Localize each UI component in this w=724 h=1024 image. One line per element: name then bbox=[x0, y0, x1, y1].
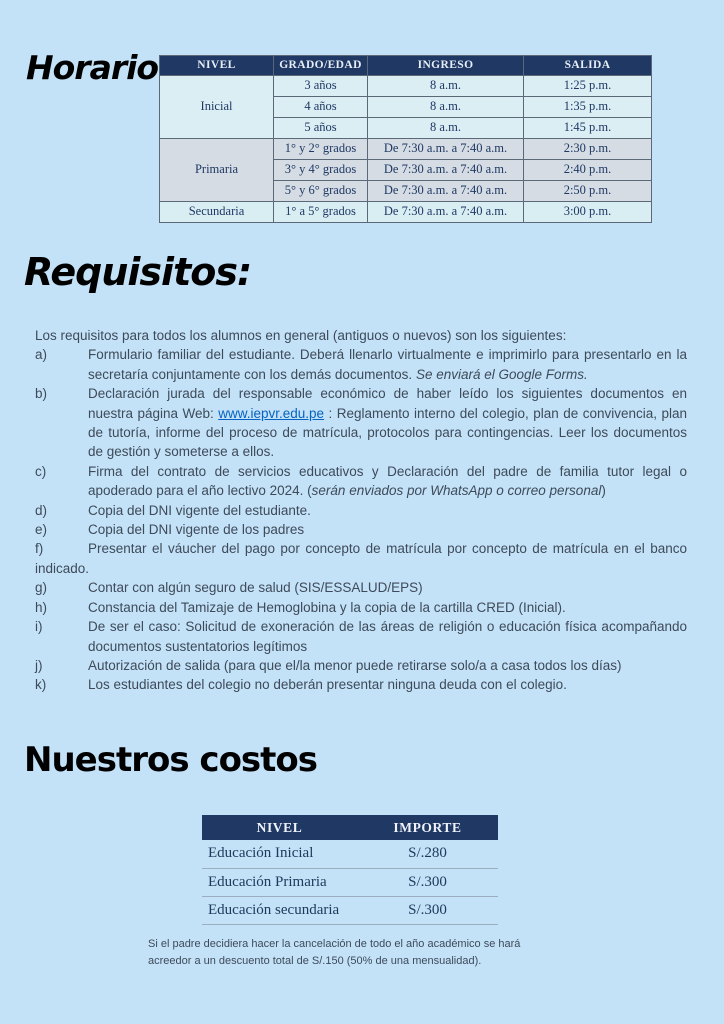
ingreso-cell: 8 a.m. bbox=[368, 97, 524, 118]
list-item-a bbox=[35, 345, 687, 384]
costs-amount-cell: S/.300 bbox=[357, 868, 498, 896]
list-item-j bbox=[35, 656, 687, 675]
website-link[interactable]: www.iepvr.edu.pe bbox=[218, 405, 325, 421]
item-text-italic: Se enviará el Google Forms. bbox=[415, 366, 588, 382]
table-row bbox=[160, 76, 652, 97]
list-item-e bbox=[35, 520, 687, 539]
level-cell: Inicial bbox=[160, 76, 274, 139]
costs-table bbox=[202, 815, 498, 925]
ingreso-cell: De 7:30 a.m. a 7:40 a.m. bbox=[368, 202, 524, 223]
item-letter: f) bbox=[35, 541, 44, 557]
salida-cell: 3:00 p.m. bbox=[524, 202, 652, 223]
grade-cell: 3 años bbox=[274, 76, 368, 97]
ingreso-cell: 8 a.m. bbox=[368, 118, 524, 139]
grade-cell: 1° a 5° grados bbox=[274, 202, 368, 223]
table-row bbox=[160, 202, 652, 223]
item-text-normal: : Reglamento interno del colegio, plan de convivencia, plan de tutoría, informe del proceso de matrícula, protocolos para contingencias. Leer los documentos de gestión y someterse a ellos. bbox=[88, 405, 687, 460]
costs-level-cell: Educación Inicial bbox=[202, 840, 357, 868]
grade-cell: 1° y 2° grados bbox=[274, 139, 368, 160]
item-text: De ser el caso: Solicitud de exoneración de las áreas de religión o educación física acompañando documentos sustentatorios legítimos bbox=[88, 619, 687, 654]
list-item-b bbox=[35, 384, 687, 462]
requirements-intro: Los requisitos para todos los alumnos en general (antiguos o nuevos) son los siguientes: bbox=[35, 328, 567, 343]
item-text: Autorización de salida (para que el/la menor puede retirarse solo/a a casa todos los días) bbox=[88, 657, 622, 673]
item-text-normal: Formulario familiar del estudiante. Deberá llenarlo virtualmente e imprimirlo para presentarlo en la secretaría conjuntamente con los demás documentos. bbox=[88, 347, 687, 382]
costs-header-row bbox=[202, 815, 498, 840]
requisitos-heading: Requisitos: bbox=[24, 250, 252, 294]
item-text-normal: ) bbox=[601, 483, 606, 499]
table-row bbox=[202, 840, 498, 868]
schedule-header-row bbox=[160, 56, 652, 76]
list-item-g bbox=[35, 578, 687, 597]
salida-cell: 2:40 p.m. bbox=[524, 160, 652, 181]
ingreso-cell: De 7:30 a.m. a 7:40 a.m. bbox=[368, 160, 524, 181]
salida-cell: 1:35 p.m. bbox=[524, 97, 652, 118]
schedule-header-ingreso: INGRESO bbox=[368, 56, 524, 76]
list-item-d bbox=[35, 501, 687, 520]
grade-cell: 3° y 4° grados bbox=[274, 160, 368, 181]
schedule-header-nivel: NIVEL bbox=[160, 56, 274, 76]
level-cell: Primaria bbox=[160, 139, 274, 202]
costs-header-nivel: NIVEL bbox=[202, 815, 357, 840]
list-item-f bbox=[35, 539, 687, 578]
list-item-h bbox=[35, 598, 687, 617]
schedule-header-grado: GRADO/EDAD bbox=[274, 56, 368, 76]
item-letter: d) bbox=[35, 502, 48, 518]
item-text bbox=[88, 384, 687, 462]
list-item-k bbox=[35, 675, 687, 694]
costs-amount-cell: S/.280 bbox=[357, 840, 498, 868]
item-letter: h) bbox=[35, 599, 48, 615]
costs-level-cell: Educación secundaria bbox=[202, 896, 357, 924]
item-letter: k) bbox=[35, 677, 47, 693]
item-text: Los estudiantes del colegio no deberán presentar ninguna deuda con el colegio. bbox=[88, 677, 567, 693]
costs-level-cell: Educación Primaria bbox=[202, 868, 357, 896]
item-text: Presentar el váucher del pago por concepto de matrícula por concepto de matrícula en el banco indicado. bbox=[35, 541, 687, 576]
item-text: Copia del DNI vigente del estudiante. bbox=[88, 502, 311, 518]
item-letter: c) bbox=[35, 463, 47, 479]
costs-header-importe: IMPORTE bbox=[357, 815, 498, 840]
table-row bbox=[202, 896, 498, 924]
costos-heading: Nuestros costos bbox=[24, 740, 318, 780]
costs-amount-cell: S/.300 bbox=[357, 896, 498, 924]
grade-cell: 4 años bbox=[274, 97, 368, 118]
grade-cell: 5 años bbox=[274, 118, 368, 139]
ingreso-cell: 8 a.m. bbox=[368, 76, 524, 97]
item-text-normal: Declaración jurada del responsable económico de haber leído los siguientes documentos en nuestra página Web: bbox=[88, 386, 687, 421]
item-text: Constancia del Tamizaje de Hemoglobina y la copia de la cartilla CRED (Inicial). bbox=[88, 599, 566, 615]
requirements-section bbox=[35, 326, 687, 695]
salida-cell: 1:25 p.m. bbox=[524, 76, 652, 97]
salida-cell: 1:45 p.m. bbox=[524, 118, 652, 139]
salida-cell: 2:50 p.m. bbox=[524, 181, 652, 202]
item-text bbox=[88, 345, 687, 384]
discount-footnote: Si el padre decidiera hacer la cancelación de todo el año académico se hará acreedor a un descuento total de S/.150 (50% de una mensualidad). bbox=[148, 938, 521, 967]
item-letter: i) bbox=[35, 619, 43, 635]
ingreso-cell: De 7:30 a.m. a 7:40 a.m. bbox=[368, 181, 524, 202]
item-letter: j) bbox=[35, 657, 43, 673]
list-item-c bbox=[35, 462, 687, 501]
item-text-italic: serán enviados por WhatsApp o correo personal bbox=[311, 483, 602, 499]
table-row bbox=[160, 139, 652, 160]
item-letter: a) bbox=[35, 347, 48, 363]
item-letter: b) bbox=[35, 386, 48, 402]
table-row bbox=[202, 868, 498, 896]
schedule-table bbox=[159, 55, 652, 223]
item-text: Copia del DNI vigente de los padres bbox=[88, 522, 305, 538]
list-item-i bbox=[35, 617, 687, 656]
item-text: Contar con algún seguro de salud (SIS/ESSALUD/EPS) bbox=[88, 580, 423, 596]
schedule-header-salida: SALIDA bbox=[524, 56, 652, 76]
item-text-normal: Firma del contrato de servicios educativos y Declaración del padre de familia tutor legal o apoderado para el año lectivo 2024. ( bbox=[88, 463, 687, 499]
horario-heading: Horario bbox=[26, 48, 159, 87]
ingreso-cell: De 7:30 a.m. a 7:40 a.m. bbox=[368, 139, 524, 160]
grade-cell: 5° y 6° grados bbox=[274, 181, 368, 202]
item-text bbox=[88, 462, 687, 501]
salida-cell: 2:30 p.m. bbox=[524, 139, 652, 160]
item-letter: e) bbox=[35, 522, 48, 538]
item-letter: g) bbox=[35, 580, 48, 596]
level-cell: Secundaria bbox=[160, 202, 274, 223]
